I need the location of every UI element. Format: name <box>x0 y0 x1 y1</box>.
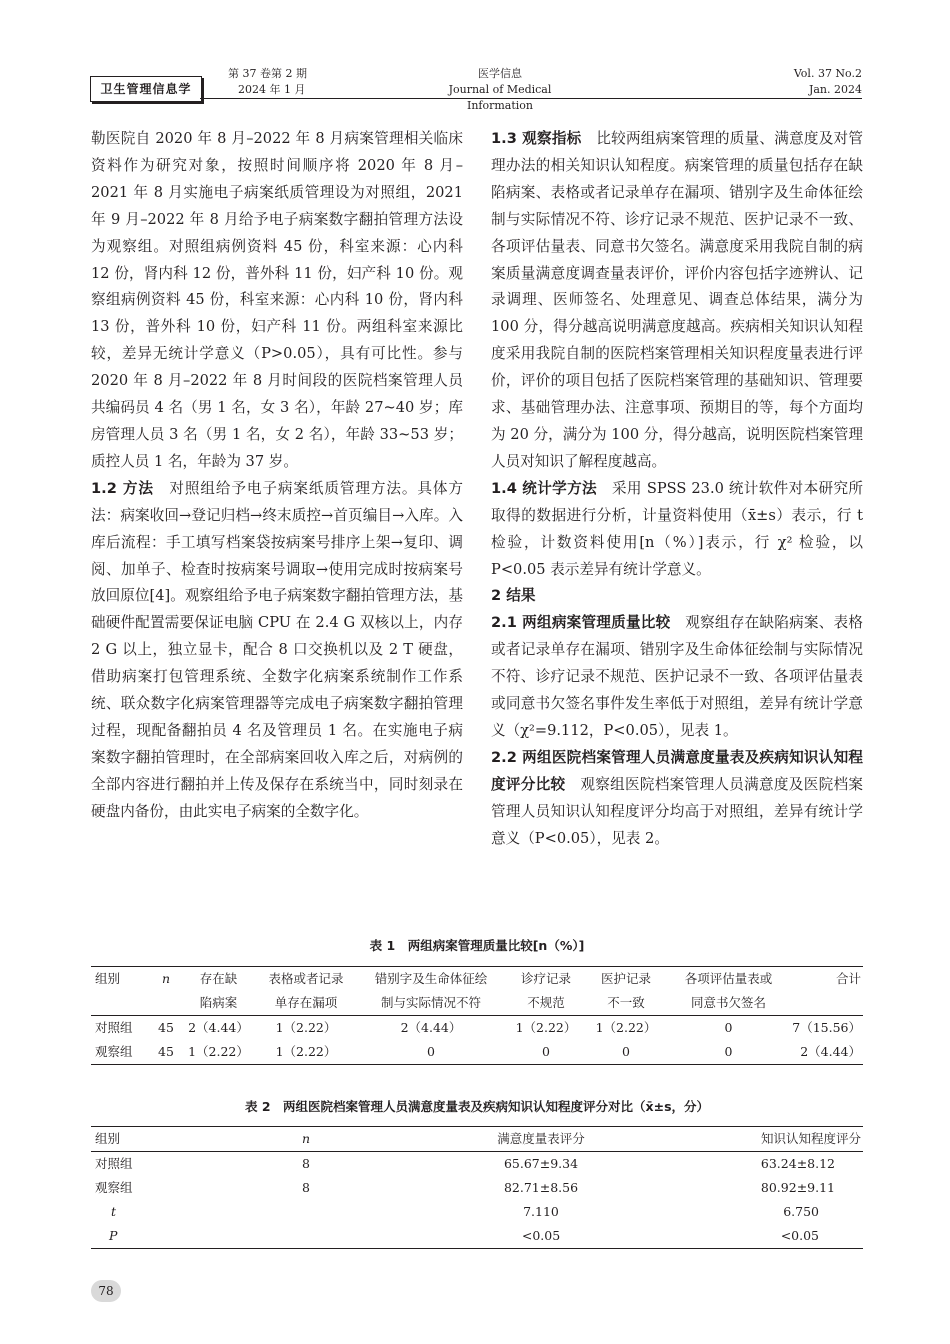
text-1-2: 对照组给予电子病案纸质管理方法。具体方法：病案收回→登记归档→终末质控→首页编目→入库。入库后流程：手工填写档案袋按病案号排序上架→复印、调阅、加单子、检查时按病案号调取→使用完成时按病案号放回原位[4]。观察组给予电子病案数字翻拍管理方法，基础硬件配置需要保证电脑 CPU 在 2.4 G 双核以上，内存 2 G 以上，独立显卡，配合 8 口交换机以及 2 T 硬盘，借助病案打包管理系统、全数字化病案系统制作工作系统、联众数字化病案管理器等完成电子病案数字翻拍管理过程，现配备翻拍员 4 名及管理员 1 名。在实施电子病案数字翻拍管理时，在全部病案回收入库之后，对病例的全部内容进行翻拍并上传及保存在系统当中，同时刻录在硬盘内备份，由此实电子病案的全数字化。 <box>91 479 463 820</box>
table-cell: 1（2.22） <box>256 1040 356 1065</box>
table1-header-row <box>91 967 863 992</box>
table1-header-cell: 同意书欠签名 <box>666 991 791 1016</box>
heading-1-3: 1.3 观察指标 <box>491 130 582 147</box>
table1-header-row <box>91 991 863 1016</box>
table1-header-cell: 表格或者记录 <box>256 967 356 992</box>
text-2-1: 观察组存在缺陷病案、表格或者记录单存在漏项、错别字及生命体征绘制与实际情况不符、诊疗记录不规范、医护记录不一致、各项评估量表或同意书欠签名事件发生率低于对照组，差异有统计学意义（χ²=9.112，P<0.05），见表 1。 <box>491 614 863 739</box>
table-row <box>91 1040 863 1065</box>
text-1-3: 比较两组病案管理的质量、满意度及对管理办法的相关知识认知程度。病案管理的质量包括存在缺陷病案、表格或者记录单存在漏项、错别字及生命体征绘制与实际情况不符、诊疗记录不规范、医护记录不一致、各项评估量表、同意书欠签名。满意度采用我院自制的病案质量满意度调查量表评价，评价内容包括字迹辨认、记录调理、医师签名、处理意见、调查总体结果，满分为 100 分，得分越高说明满意度越高。疾病相关知识认知程度采用我院自制的医院档案管理相关知识程度量表进行评价，评价的项目包括了医院档案管理的基础知识、管理要求、基础管理办法、注意事项、预期目的等，每个方面均为 20 分，满分为 100 分，得分越高，说明医院档案管理人员对知识了解程度越高。 <box>491 130 863 470</box>
table-cell: 65.67±9.34 <box>503 1156 579 1171</box>
table1-header-cell: 各项评估量表或 <box>666 967 791 992</box>
table-cell: 2（4.44） <box>400 1020 462 1035</box>
table-cell: 1（2.22） <box>595 1020 657 1035</box>
table-cell: 0 <box>356 1040 506 1065</box>
table2 <box>91 1126 863 1249</box>
table-cell: t <box>111 1204 117 1219</box>
table-cell: 45 <box>158 1020 174 1035</box>
table-row <box>91 1176 863 1200</box>
table-cell: 1（2.22） <box>181 1040 256 1065</box>
table-cell: 7（15.56） <box>792 1020 861 1035</box>
table1-header-cell <box>151 991 181 1016</box>
table2-header-cell: 组别 <box>91 1127 181 1152</box>
header-volume: 第 37 卷第 2 期 <box>228 67 307 80</box>
paragraph-subjects: 勒医院自 2020 年 8 月–2022 年 8 月病案管理相关临床资料作为研究对象，按照时间顺序将 2020 年 8 月–2021 年 8 月实施电子病案纸质管理设为对照组，2021 年 9 月–2022 年 8 月给予电子病案数字翻拍管理方法设为观察组。对照组病例资料 45 份，科室来源：心内科 12 份，肾内科 12 份，普外科 11 份，妇产科 10 份。观察组病例资料 45 份，科室来源：心内科 10 份，肾内科 13 份，普外科 10 份，妇产科 11 份。两组科室来源比较，差异无统计学意义（P>0.05），具有可比性。参与 2020 年 8 月–2022 年 8 月时间段的医院档案管理人员共编码员 4 名（男 1 名，女 3 名），年龄 27~40 岁；库房管理人员 3 名（男 1 名，女 2 名），年龄 33~53 岁；质控人员 1 名，年龄为 37 岁。 <box>91 130 463 470</box>
page-number: 78 <box>91 1280 121 1302</box>
table1-header-cell: 错别字及生命体征绘 <box>356 967 506 992</box>
table-cell: 7.110 <box>523 1204 559 1219</box>
table-cell: 6.750 <box>783 1204 819 1219</box>
table-row <box>91 1016 863 1041</box>
table-cell: 1（2.22） <box>515 1020 577 1035</box>
table1-header-cell: 医护记录 <box>586 967 666 992</box>
table-cell: P <box>91 1224 181 1249</box>
heading-2-2: 2.2 两组医院档案管理人员满意度量表及疾病知识认知程度评分比较 <box>491 748 863 793</box>
table-cell: 对照组 <box>95 1156 133 1171</box>
header-journal <box>420 66 580 114</box>
table1-header-cell: 组别 <box>91 967 151 992</box>
table1-header-cell: 不一致 <box>586 991 666 1016</box>
paragraph-indicators <box>491 126 863 476</box>
table1-header-cell: 单存在漏项 <box>256 991 356 1016</box>
table1-caption: 表 1 两组病案管理质量比较[n（%）] <box>369 938 585 953</box>
table-cell: 0 <box>666 1040 791 1065</box>
table1-header-cell <box>91 991 151 1016</box>
table-cell: <0.05 <box>651 1224 863 1249</box>
table2-header-cell: 满意度量表评分 <box>431 1127 651 1152</box>
table2-header-row <box>91 1127 863 1152</box>
table-cell: 1（2.22） <box>275 1020 337 1035</box>
heading-1-2: 1.2 方法 <box>91 479 154 497</box>
table-cell: 观察组 <box>91 1040 151 1065</box>
table2-header-cell: 知识认知程度评分 <box>651 1127 863 1152</box>
table-cell: 2（4.44） <box>188 1020 249 1035</box>
paragraph-result-2-1 <box>491 610 863 745</box>
table-cell <box>181 1224 431 1249</box>
table-row <box>91 1224 863 1249</box>
right-column <box>491 126 863 852</box>
heading-1-4: 1.4 统计学方法 <box>491 479 597 497</box>
table-cell: 观察组 <box>95 1180 133 1195</box>
table1 <box>91 966 863 1065</box>
table-cell: 45 <box>151 1040 181 1065</box>
header-volume-en <box>794 66 862 98</box>
table1-header-cell: 陷病案 <box>181 991 256 1016</box>
table-cell: 8 <box>302 1156 310 1171</box>
table1-header-cell <box>791 991 863 1016</box>
table-cell: 0 <box>506 1040 586 1065</box>
table-cell: 0 <box>724 1020 733 1035</box>
table-cell: 82.71±8.56 <box>503 1180 579 1195</box>
running-header <box>90 62 862 112</box>
header-journal-en: Journal of Medical Information <box>448 83 552 112</box>
table-row <box>91 1200 863 1224</box>
table1-header-cell: 合计 <box>791 967 863 992</box>
text-1-4: 采用 SPSS 23.0 统计软件对本研究所取得的数据进行分析，计量资料使用（x̄±s）表示，行 t 检验，计数资料使用[n（%）]表示，行 χ² 检验，以 P<0.05 表示差异有统计学意义。 <box>491 479 863 578</box>
table-cell: 8 <box>302 1180 310 1195</box>
table-cell: 0 <box>586 1040 666 1065</box>
left-column <box>91 126 463 826</box>
table1-header-cell: n <box>151 967 181 992</box>
table-row <box>91 1152 863 1177</box>
table-cell: 2（4.44） <box>791 1040 863 1065</box>
table-cell <box>181 1200 431 1224</box>
header-rule <box>200 98 862 99</box>
heading-results: 2 结果 <box>491 587 536 605</box>
paragraph-statistics <box>491 476 863 584</box>
table-cell: 80.92±9.11 <box>760 1180 835 1195</box>
table1-header-cell: 不规范 <box>506 991 586 1016</box>
header-vol-en: Vol. 37 No.2 <box>793 67 862 80</box>
table1-header-cell: 存在缺 <box>181 967 256 992</box>
table-cell: <0.05 <box>431 1224 651 1249</box>
table2-caption: 表 2 两组医院档案管理人员满意度量表及疾病知识认知程度评分对比（x̄±s，分） <box>244 1099 710 1114</box>
table1-header-cell: 制与实际情况不符 <box>356 991 506 1016</box>
paragraph-result-2-2 <box>491 745 863 853</box>
heading-2-1: 2.1 两组病案管理质量比较 <box>491 614 671 632</box>
header-journal-cn: 医学信息 <box>478 67 522 80</box>
header-volume-cn <box>228 66 307 98</box>
table-cell: 对照组 <box>95 1020 133 1035</box>
section-badge: 卫生管理信息学 <box>90 76 202 102</box>
header-date-cn: 2024 年 1 月 <box>238 83 306 96</box>
table2-header-cell: n <box>181 1127 431 1152</box>
table1-header-cell: 诊疗记录 <box>506 967 586 992</box>
header-date-en: Jan. 2024 <box>808 83 862 96</box>
table-cell: 63.24±8.12 <box>760 1156 835 1171</box>
text-2-2: 观察组医院档案管理人员满意度及医院档案管理人员知识认知程度评分均高于对照组，差异有统计学意义（P<0.05），见表 2。 <box>491 775 863 847</box>
paragraph-methods <box>91 476 463 826</box>
